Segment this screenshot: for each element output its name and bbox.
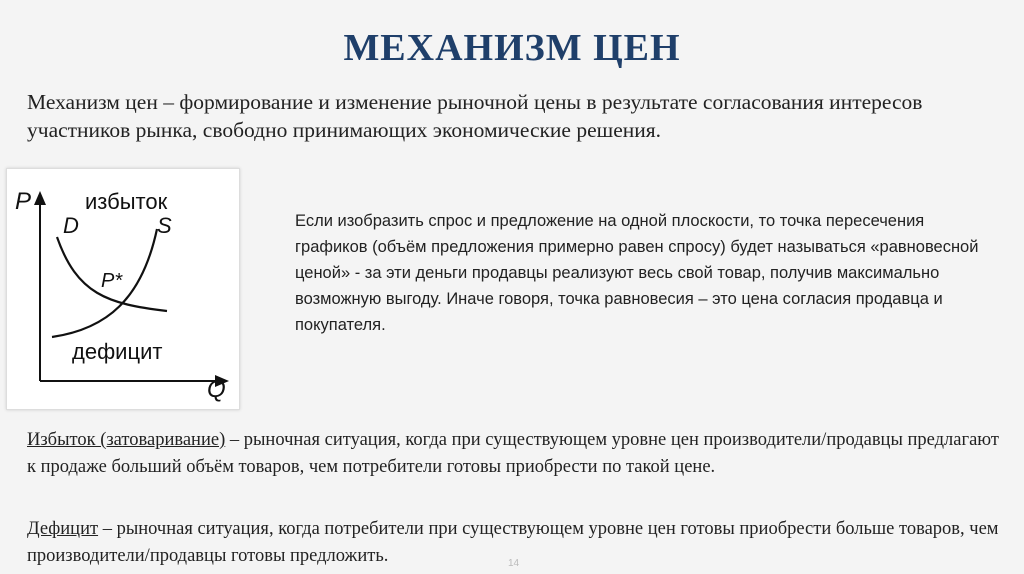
deficit-label: дефицит (72, 339, 163, 364)
surplus-text: – рыночная ситуация, когда при существующем уровне цен производители/продавцы предлагают к продаже больший объём товаров, чем потребители готовы приобрести по такой цене. (27, 430, 999, 477)
definition-text: Механизм цен – формирование и изменение рыночной цены в результате согласования интересов участников рынка, свободно принимающих экономические решения. (27, 90, 923, 142)
demand-label: D (63, 213, 79, 238)
surplus-term: Избыток (затоваривание) (27, 430, 226, 450)
slide-title: МЕХАНИЗМ ЦЕН (343, 27, 681, 69)
axis-y-label: P (15, 188, 32, 215)
supply-demand-diagram (6, 168, 240, 410)
supply-label: S (157, 213, 172, 238)
deficit-term: Дефицит (27, 519, 99, 539)
axis-x-label: Q (207, 376, 226, 403)
surplus-label: избыток (85, 189, 168, 214)
page-number: 14 (508, 558, 520, 569)
equilibrium-explanation: Если изобразить спрос и предложение на одной плоскости, то точка пересечения графиков (объём предложения примерно равен спросу) будет называться «равновесной ценой» - за эти деньги продавцы реализуют весь свой товар, получив максимально возможную выгоду. Иначе говоря, точка равновесия – это цена согласия продавца и покупателя. (295, 212, 979, 334)
deficit-text: – рыночная ситуация, когда потребители при существующем уровне цен готовы приобрести больше товаров, чем производители/продавцы готовы предложить. (27, 519, 999, 566)
surplus-definition (27, 427, 1002, 481)
y-axis-arrow (34, 191, 46, 205)
equilibrium-label: P* (101, 270, 123, 292)
diagram-svg (7, 169, 239, 409)
